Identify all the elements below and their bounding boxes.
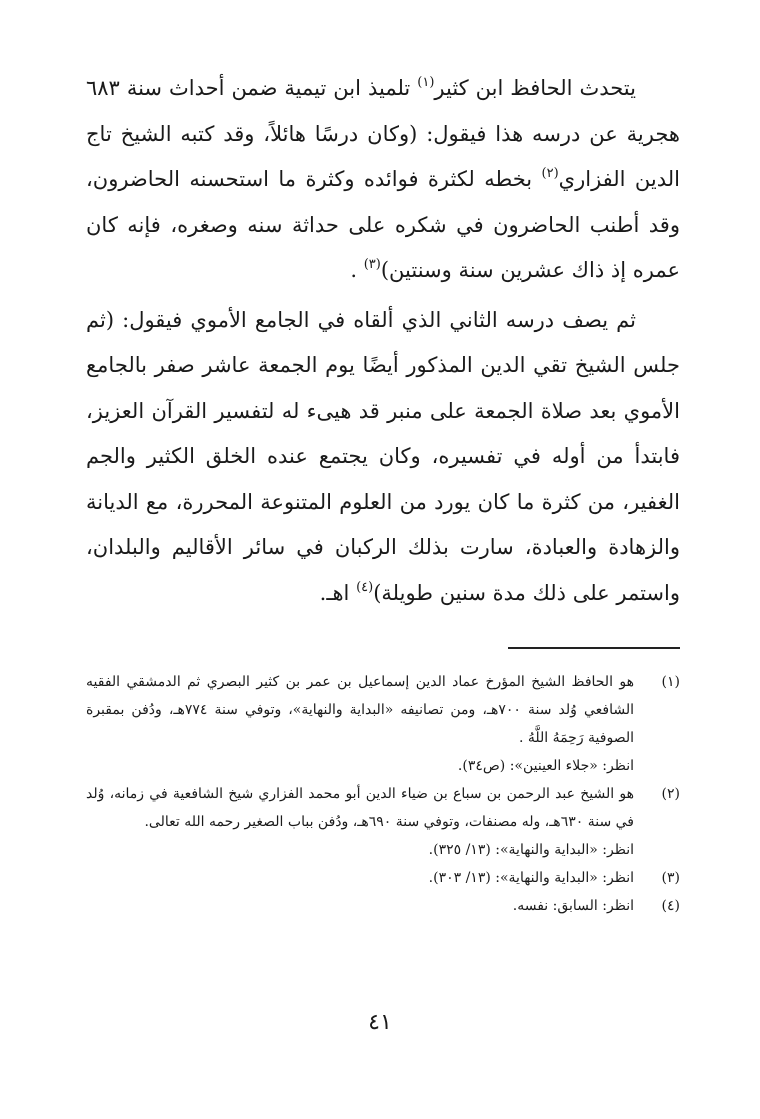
footnote-4-number: (٤) <box>661 898 680 914</box>
paragraph-1-line-4: الدين الفزاري <box>558 167 680 191</box>
footnote-2 <box>86 780 680 864</box>
paragraph-1-line-3: هجرية عن درسه هذا فيقول: (وكان درسًا هائلاً، وقد كتبه الشيخ تاج <box>86 121 680 146</box>
paragraph-1-line-6: أطنب الحاضرون في شكره على حداثة سنه وصغره، فإنه كان عمره إذ <box>86 212 680 282</box>
paragraph-1-end: . <box>350 258 364 282</box>
footnote-1-reference: انظر: «جلاء العينين»: (ص٣٤). <box>457 758 634 774</box>
footnote-2-text: هو الشيخ عبد الرحمن بن سباع بن ضياء الدين أبو محمد الفزاري شيخ الشافعية في زمانه، وُلد في سنة ٦٣٠هـ، وله مصنفات، وتوفي سنة ٦٩٠هـ، ودُفن بباب الصغير رحمه الله تعالى. <box>86 786 634 830</box>
footnote-ref-3[interactable]: (٣) <box>363 257 381 272</box>
footnote-ref-2[interactable]: (٢) <box>541 166 559 181</box>
footnote-ref-1[interactable]: (١) <box>417 75 435 90</box>
footnote-4-text: انظر: السابق: نفسه. <box>512 898 634 914</box>
footnote-1-text: هو الحافظ الشيخ المؤرخ عماد الدين إسماعيل بن عمر بن كثير البصري ثم الدمشقي الفقيه الشافعي وُلد سنة ٧٠٠هـ، ومن تصانيفه «البداية والنهاية»، وتوفي سنة ٧٧٤هـ، ودُفن بمقبرة الصوفية رَحِمَهُ اللَّهُ . <box>86 674 634 746</box>
page-number: ٤١ <box>368 1010 392 1035</box>
paragraph-1-line-7: ذاك عشرين سنة وسنتين) <box>380 258 605 282</box>
footnote-ref-4[interactable]: (٤) <box>356 579 374 595</box>
footnote-4 <box>86 892 680 920</box>
footnote-2-reference: انظر: «البداية والنهاية»: (١٣/ ٣٢٥). <box>428 842 634 858</box>
paragraph-2-text: ثم يصف درسه الثاني الذي ألقاه في الجامع الأموي فيقول: (ثم جلس الشيخ تقي الدين المذكور أيضًا يوم الجمعة عاشر صفر بالجامع الأموي بعد صلاة الجمعة على منبر قد هيىء له لتفسير القرآن العزيز، فابتدأ من أوله في تفسيره، وكان يجتمع عنده الخلق الكثير والجم الغفير، من كثرة ما كان يورد من العلوم المتنوعة المحررة، مع الديانة والزهادة والعبادة، سارت بذلك الركبان في سائر الأقاليم والبلدان، واستمر على ذلك مدة سنين طويلة) <box>86 307 680 605</box>
footnote-1 <box>86 668 680 780</box>
footnote-3 <box>86 864 680 892</box>
footnote-2-number: (٢) <box>661 786 680 802</box>
paragraph-1-line-5: بخطه لكثرة فوائده وكثرة ما استحسنه الحاضرون، وقد <box>86 167 680 237</box>
footnotes <box>86 668 680 920</box>
main-text <box>86 66 680 620</box>
paragraph-1-line-2: تلميذ ابن تيمية ضمن أحداث سنة ٦٨٣ <box>86 76 411 100</box>
footnote-3-number: (٣) <box>661 870 680 886</box>
paragraph-1-line-1: يتحدث الحافظ ابن كثير <box>434 76 636 100</box>
paragraph-2 <box>86 298 680 617</box>
footnote-1-number: (١) <box>661 674 680 690</box>
footnote-3-text: انظر: «البداية والنهاية»: (١٣/ ٣٠٣). <box>428 870 634 886</box>
paragraph-1 <box>86 66 680 294</box>
footnote-separator <box>508 647 680 649</box>
paragraph-2-end: اهـ. <box>319 580 357 605</box>
